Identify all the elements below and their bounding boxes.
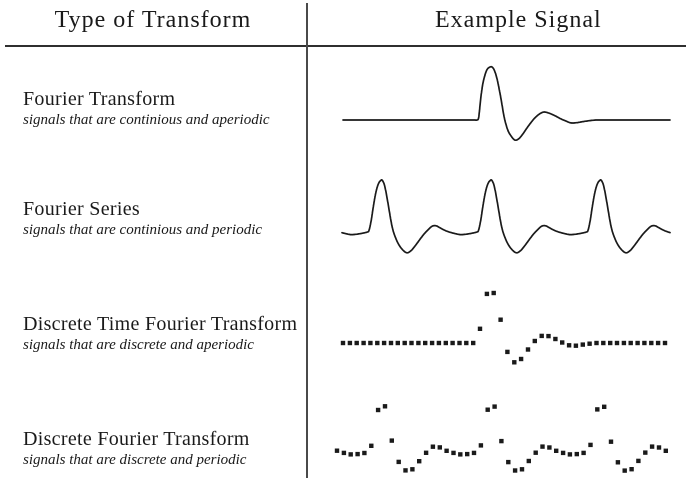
signal-sample-dot-discrete-periodic xyxy=(547,445,551,449)
signal-sample-dot-discrete-aperiodic xyxy=(581,342,585,346)
signal-sample-dot-discrete-aperiodic xyxy=(608,341,612,345)
signal-sample-dot-discrete-aperiodic xyxy=(341,341,345,345)
signal-sample-dot-discrete-periodic xyxy=(595,407,599,411)
signal-sample-dot-discrete-periodic xyxy=(383,404,387,408)
signal-sample-dot-discrete-aperiodic xyxy=(457,341,461,345)
signal-sample-dot-discrete-periodic xyxy=(465,452,469,456)
signal-sample-dot-discrete-periodic xyxy=(581,451,585,455)
signal-sample-dot-discrete-aperiodic xyxy=(389,341,393,345)
column-header-transform-type: Type of Transform xyxy=(54,7,252,33)
signal-sample-dot-discrete-aperiodic xyxy=(615,341,619,345)
column-header-example-signal: Example Signal xyxy=(435,7,602,33)
signal-sample-dot-discrete-aperiodic xyxy=(540,334,544,338)
row-subtitle: signals that are discrete and periodic xyxy=(23,452,247,468)
signal-sample-dot-discrete-aperiodic xyxy=(375,341,379,345)
row-subtitle: signals that are continious and aperiodic xyxy=(23,112,270,128)
row-title: Discrete Time Fourier Transform xyxy=(23,313,298,335)
signal-sample-dot-discrete-aperiodic xyxy=(348,341,352,345)
signal-sample-dot-discrete-periodic xyxy=(568,452,572,456)
signal-sample-dot-discrete-periodic xyxy=(527,459,531,463)
signal-sample-dot-discrete-aperiodic xyxy=(416,341,420,345)
signal-sample-dot-discrete-periodic xyxy=(342,451,346,455)
signal-sample-dot-discrete-aperiodic xyxy=(656,341,660,345)
signal-sample-dot-discrete-periodic xyxy=(410,467,414,471)
signal-sample-dot-discrete-periodic xyxy=(479,443,483,447)
signal-sample-dot-discrete-aperiodic xyxy=(594,341,598,345)
signal-sample-dot-discrete-periodic xyxy=(629,467,633,471)
signal-sample-dot-discrete-aperiodic xyxy=(560,340,564,344)
signal-sample-dot-discrete-aperiodic xyxy=(553,337,557,341)
signal-sample-dot-discrete-aperiodic xyxy=(587,342,591,346)
signal-sample-dot-discrete-periodic xyxy=(397,460,401,464)
signal-sample-dot-discrete-aperiodic xyxy=(526,347,530,351)
signal-sample-dot-discrete-aperiodic xyxy=(485,292,489,296)
signal-sample-dot-discrete-periodic xyxy=(444,449,448,453)
signal-sample-dot-discrete-aperiodic xyxy=(512,360,516,364)
signal-sample-dot-discrete-periodic xyxy=(369,444,373,448)
signal-sample-dot-discrete-periodic xyxy=(554,449,558,453)
signal-sample-dot-discrete-periodic xyxy=(534,451,538,455)
signal-sample-dot-discrete-aperiodic xyxy=(498,318,502,322)
row-title: Fourier Series xyxy=(23,198,140,220)
signal-sample-dot-discrete-aperiodic xyxy=(361,341,365,345)
row-title: Fourier Transform xyxy=(23,88,176,110)
signal-sample-dot-discrete-periodic xyxy=(355,452,359,456)
signal-sample-dot-discrete-aperiodic xyxy=(368,341,372,345)
signal-sample-dot-discrete-aperiodic xyxy=(622,341,626,345)
signal-sample-dot-discrete-periodic xyxy=(506,460,510,464)
signal-sample-dot-discrete-periodic xyxy=(513,468,517,472)
signal-sample-dot-discrete-periodic xyxy=(609,440,613,444)
signal-trace-continuous-aperiodic xyxy=(343,67,670,141)
signal-sample-dot-discrete-periodic xyxy=(540,444,544,448)
signal-sample-dot-discrete-aperiodic xyxy=(546,334,550,338)
signal-sample-dot-discrete-aperiodic xyxy=(601,341,605,345)
signal-sample-dot-discrete-periodic xyxy=(431,445,435,449)
signal-sample-dot-discrete-periodic xyxy=(472,451,476,455)
signal-sample-dot-discrete-aperiodic xyxy=(574,344,578,348)
row-subtitle: signals that are discrete and aperiodic xyxy=(23,337,254,353)
signal-sample-dot-discrete-periodic xyxy=(616,460,620,464)
signal-trace-continuous-periodic xyxy=(342,180,670,253)
signal-sample-dot-discrete-aperiodic xyxy=(519,357,523,361)
signal-sample-dot-discrete-aperiodic xyxy=(478,327,482,331)
signal-sample-dot-discrete-periodic xyxy=(438,445,442,449)
signal-sample-dot-discrete-periodic xyxy=(643,450,647,454)
signal-sample-dot-discrete-aperiodic xyxy=(635,341,639,345)
row-subtitle: signals that are continious and periodic xyxy=(23,222,263,238)
signal-sample-dot-discrete-aperiodic xyxy=(533,339,537,343)
signal-sample-dot-discrete-aperiodic xyxy=(629,341,633,345)
signal-sample-dot-discrete-periodic xyxy=(492,404,496,408)
signal-sample-dot-discrete-aperiodic xyxy=(355,341,359,345)
signal-sample-dot-discrete-periodic xyxy=(390,438,394,442)
signal-sample-dot-discrete-periodic xyxy=(561,451,565,455)
signal-sample-dot-discrete-periodic xyxy=(650,444,654,448)
signal-sample-dot-discrete-periodic xyxy=(362,451,366,455)
signal-sample-dot-discrete-periodic xyxy=(451,451,455,455)
signal-sample-dot-discrete-periodic xyxy=(520,467,524,471)
signal-sample-dot-discrete-aperiodic xyxy=(382,341,386,345)
signal-sample-dot-discrete-aperiodic xyxy=(492,291,496,295)
signal-sample-dot-discrete-periodic xyxy=(335,449,339,453)
signal-sample-dot-discrete-aperiodic xyxy=(450,341,454,345)
signal-sample-dot-discrete-periodic xyxy=(417,459,421,463)
signal-sample-dot-discrete-aperiodic xyxy=(567,343,571,347)
signal-sample-dot-discrete-aperiodic xyxy=(423,341,427,345)
signal-sample-dot-discrete-periodic xyxy=(486,408,490,412)
signal-sample-dot-discrete-aperiodic xyxy=(430,341,434,345)
signal-sample-dot-discrete-periodic xyxy=(636,459,640,463)
signal-sample-dot-discrete-periodic xyxy=(403,468,407,472)
signal-sample-dot-discrete-aperiodic xyxy=(642,341,646,345)
signal-sample-dot-discrete-aperiodic xyxy=(403,341,407,345)
row-title: Discrete Fourier Transform xyxy=(23,428,250,450)
signal-sample-dot-discrete-periodic xyxy=(424,451,428,455)
signal-sample-dot-discrete-periodic xyxy=(588,443,592,447)
signal-sample-dot-discrete-periodic xyxy=(657,445,661,449)
signal-sample-dot-discrete-periodic xyxy=(376,408,380,412)
signal-sample-dot-discrete-aperiodic xyxy=(649,341,653,345)
signal-sample-dot-discrete-aperiodic xyxy=(663,341,667,345)
signal-sample-dot-discrete-periodic xyxy=(499,439,503,443)
signal-sample-dot-discrete-aperiodic xyxy=(464,341,468,345)
signal-sample-dot-discrete-periodic xyxy=(575,452,579,456)
signal-sample-dot-discrete-aperiodic xyxy=(444,341,448,345)
signal-sample-dot-discrete-aperiodic xyxy=(471,341,475,345)
signal-sample-dot-discrete-periodic xyxy=(664,449,668,453)
signal-sample-dot-discrete-aperiodic xyxy=(437,341,441,345)
signal-sample-dot-discrete-aperiodic xyxy=(505,350,509,354)
signal-sample-dot-discrete-periodic xyxy=(349,452,353,456)
signal-sample-dot-discrete-periodic xyxy=(623,468,627,472)
signal-sample-dot-discrete-aperiodic xyxy=(409,341,413,345)
signal-sample-dot-discrete-periodic xyxy=(458,452,462,456)
signal-sample-dot-discrete-aperiodic xyxy=(396,341,400,345)
signal-sample-dot-discrete-periodic xyxy=(602,405,606,409)
